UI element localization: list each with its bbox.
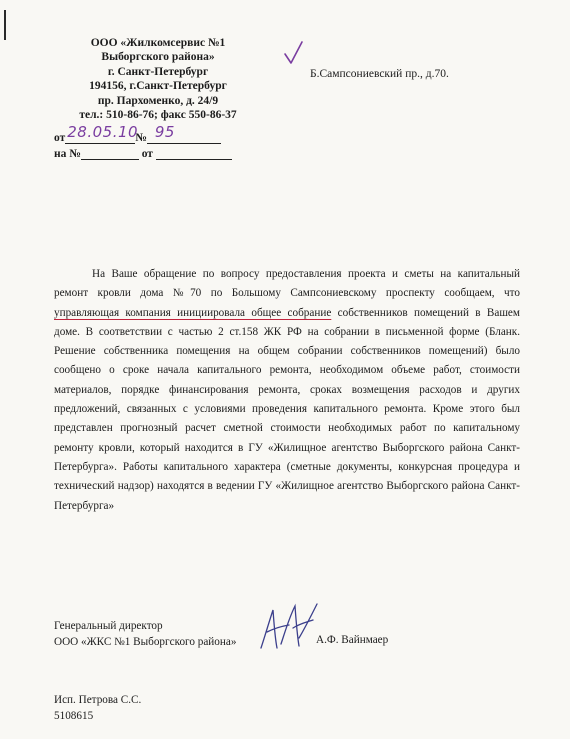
number-field: [147, 123, 221, 144]
ref-number-field: [81, 147, 139, 160]
letter-body: [54, 265, 520, 516]
signatory-title: [54, 618, 236, 650]
company-street: пр. Пархоменко, д. 24/9: [97, 94, 219, 107]
executor-name: Исп. Петрова С.С.: [54, 694, 142, 706]
recipient-address: Б.Сампсониевский пр., д.70.: [310, 68, 449, 80]
company-name: ООО «Жилкомсервис №1: [90, 37, 226, 49]
date-field: [65, 123, 139, 144]
ref-from-label: от: [141, 148, 153, 160]
executor-info: [54, 692, 141, 724]
company-postal: 194156, г.Санкт-Петербург: [89, 80, 227, 93]
company-district: Выборгского района»: [101, 51, 215, 64]
outgoing-registration: [54, 123, 221, 144]
handwritten-number: 95: [154, 123, 175, 141]
body-text-part2: собственников помещений в Вашем доме. В соответствии с частью 2 ст.158 ЖК РФ на собрании в письменной форме (Бланк. Решение собственника помещения на общем собрании собственников помещений) было сообщено о сроке начала капитального ремонта, необходимом объеме работ, стоимости материалов, порядке финансирования ремонта, сроках возмещения расходов и других предложений, связанных с условиями проведения капитального ремонта. Кроме этого был представлен прогнозный расчет сметной стоимости необходимых работ по капитальному ремонту кровли, который находится в ГУ «Жилищное агентство Выборгского района Санкт-Петербурга». Работы капитального характера (сметные документы, конкурсная процедура и технический надзор) находятся в ведении ГУ «Жилищное агентство Выборгского района Санкт-Петербурга»: [54, 306, 520, 512]
checkmark-icon: [282, 40, 304, 66]
letterhead: [48, 36, 268, 122]
company-phone: тел.: 510-86-76; факс 550-86-37: [79, 109, 237, 122]
scan-margin-mark: [4, 10, 6, 40]
executor-phone: 5108615: [54, 710, 94, 722]
company-city: г. Санкт-Петербург: [107, 65, 209, 78]
number-label: №: [135, 132, 147, 144]
body-text-part1: На Ваше обращение по вопросу предоставления проекта и сметы на капитальный ремонт кровли дома №70 по Большому Сампсониевскому проспекту сообщаем, что: [54, 268, 520, 300]
reference-registration: [54, 147, 232, 160]
underlined-phrase: управляющая компания инициировала общее собрание: [54, 306, 332, 319]
signatory-position: Генеральный директор: [54, 620, 163, 632]
handwritten-date: 28.05.10: [67, 123, 139, 141]
handwritten-signature: [253, 598, 323, 656]
signatory-name: А.Ф. Вайнмаер: [316, 634, 389, 646]
signatory-organization: ООО «ЖКС №1 Выборгского района»: [54, 636, 237, 648]
from-label: от: [54, 132, 66, 144]
ref-date-field: [156, 147, 232, 160]
ref-label: на №: [54, 148, 81, 160]
